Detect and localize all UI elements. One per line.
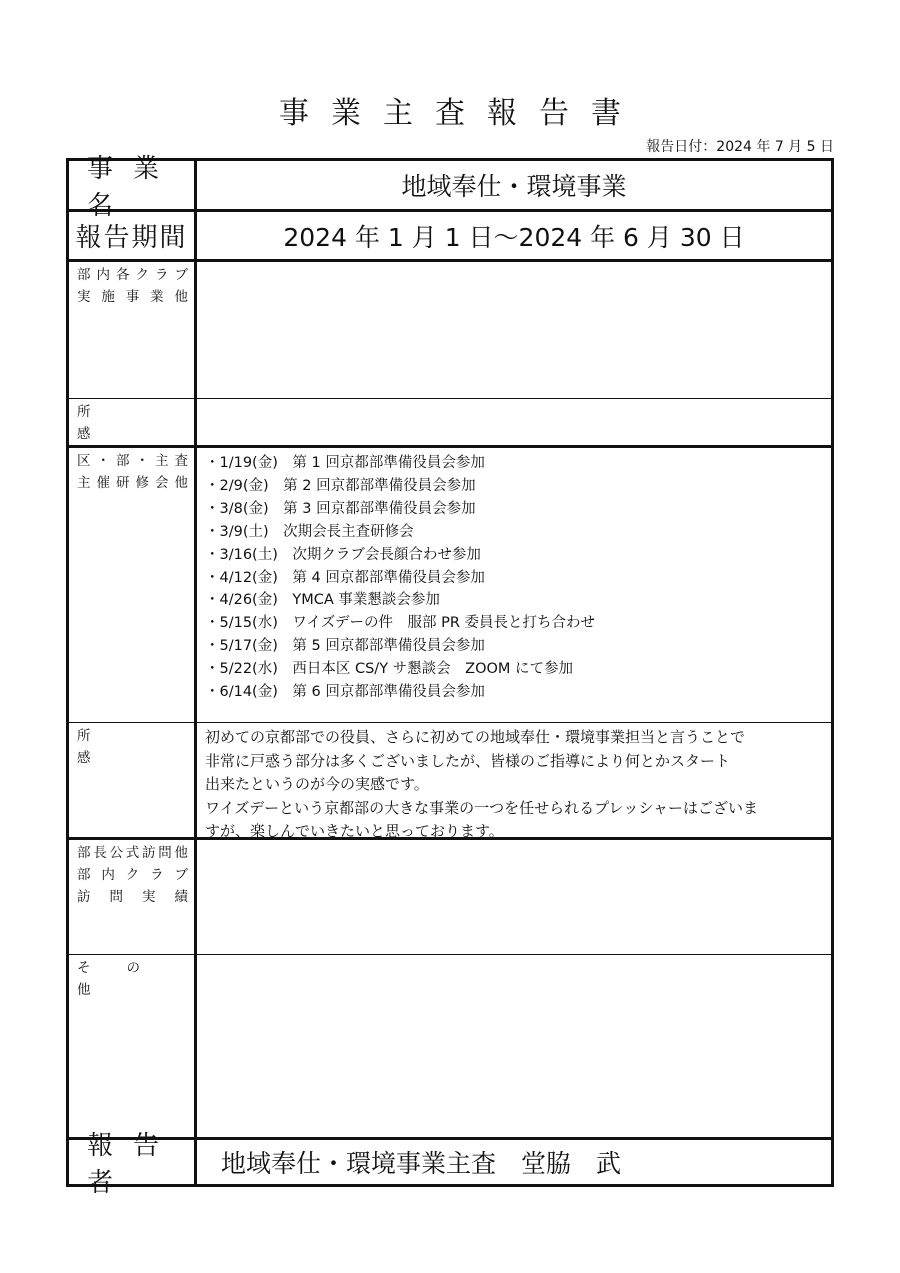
page-title: 事業主査報告書: [279, 96, 643, 131]
impression-2-label: 所 感: [77, 728, 176, 766]
official-visits-content: [197, 840, 831, 954]
list-item: ・5/15(水) ワイズデーの件 服部 PR 委員長と打ち合わせ: [205, 615, 596, 632]
report-period-row: [69, 209, 831, 259]
training-list: [197, 448, 831, 704]
report-form: [66, 154, 834, 1198]
impression-2-row: [69, 722, 831, 840]
club-projects-row: [69, 259, 831, 398]
club-projects-label: 部内各クラブ 実施事業他: [77, 267, 188, 305]
list-item: ・3/8(金) 第 3 回京都部準備役員会参加: [205, 500, 476, 517]
reporter-label: 報告者: [87, 1131, 180, 1198]
list-item: ・3/16(土) 次期クラブ会長顔合わせ参加: [205, 546, 481, 563]
list-item: ・5/17(金) 第 5 回京都部準備役員会参加: [205, 638, 485, 655]
impression-1-content: [197, 399, 831, 445]
report-date: 報告日付：2024 年 7 月 5 日: [646, 139, 834, 155]
other-row: [69, 954, 831, 1137]
report-period-value: 2024 年 1 月 1 日〜2024 年 6 月 30 日: [283, 222, 745, 252]
reporter-row: [69, 1131, 831, 1198]
list-item: ・4/12(金) 第 4 回京都部準備役員会参加: [205, 569, 485, 586]
official-visits-row: [69, 837, 831, 954]
business-name-label: 事業名: [87, 154, 180, 221]
list-item: ・6/14(金) 第 6 回京都部準備役員会参加: [205, 684, 485, 701]
club-projects-content: [197, 262, 831, 398]
district-training-label: 区・部・主査 主催研修会他: [77, 453, 188, 491]
official-visits-label: 部長公式訪問他 部内クラブ 訪問実績: [77, 845, 188, 905]
district-training-row: [69, 445, 831, 722]
list-item: ・1/19(金) 第 1 回京都部準備役員会参加: [205, 455, 485, 471]
business-name-row: [69, 154, 831, 221]
other-content: [197, 955, 831, 1137]
impression-1-label: 所 感: [77, 404, 176, 442]
list-item: ・5/22(水) 西日本区 CS/Y サ懇談会 ZOOM にて参加: [205, 661, 574, 678]
list-item: ・2/9(金) 第 2 回京都部準備役員会参加: [205, 477, 476, 494]
other-label: そ の 他: [77, 960, 176, 998]
reporter-value: 地域奉仕・環境事業主査 堂脇 武: [221, 1149, 622, 1178]
business-name-value: 地域奉仕・環境事業: [401, 172, 627, 201]
list-item: ・3/9(土) 次期会長主査研修会: [205, 523, 414, 540]
report-period-label: 報告期間: [75, 223, 188, 253]
impression-1-row: [69, 398, 831, 445]
list-item: ・4/26(金) YMCA 事業懇談会参加: [205, 592, 440, 609]
impression-2-text: 初めての京都部での役員、さらに初めての地域奉仕・環境事業担当と言うことで 非常に戸惑う部分は多くございましたが、皆様のご指導により何とかスタート 出来たというのが今の実感です。 ワイズデーという京都部の大きな事業の一つを任せられるプレッシャーはございま すが、楽しんでいきたいと思っております。: [205, 728, 759, 840]
